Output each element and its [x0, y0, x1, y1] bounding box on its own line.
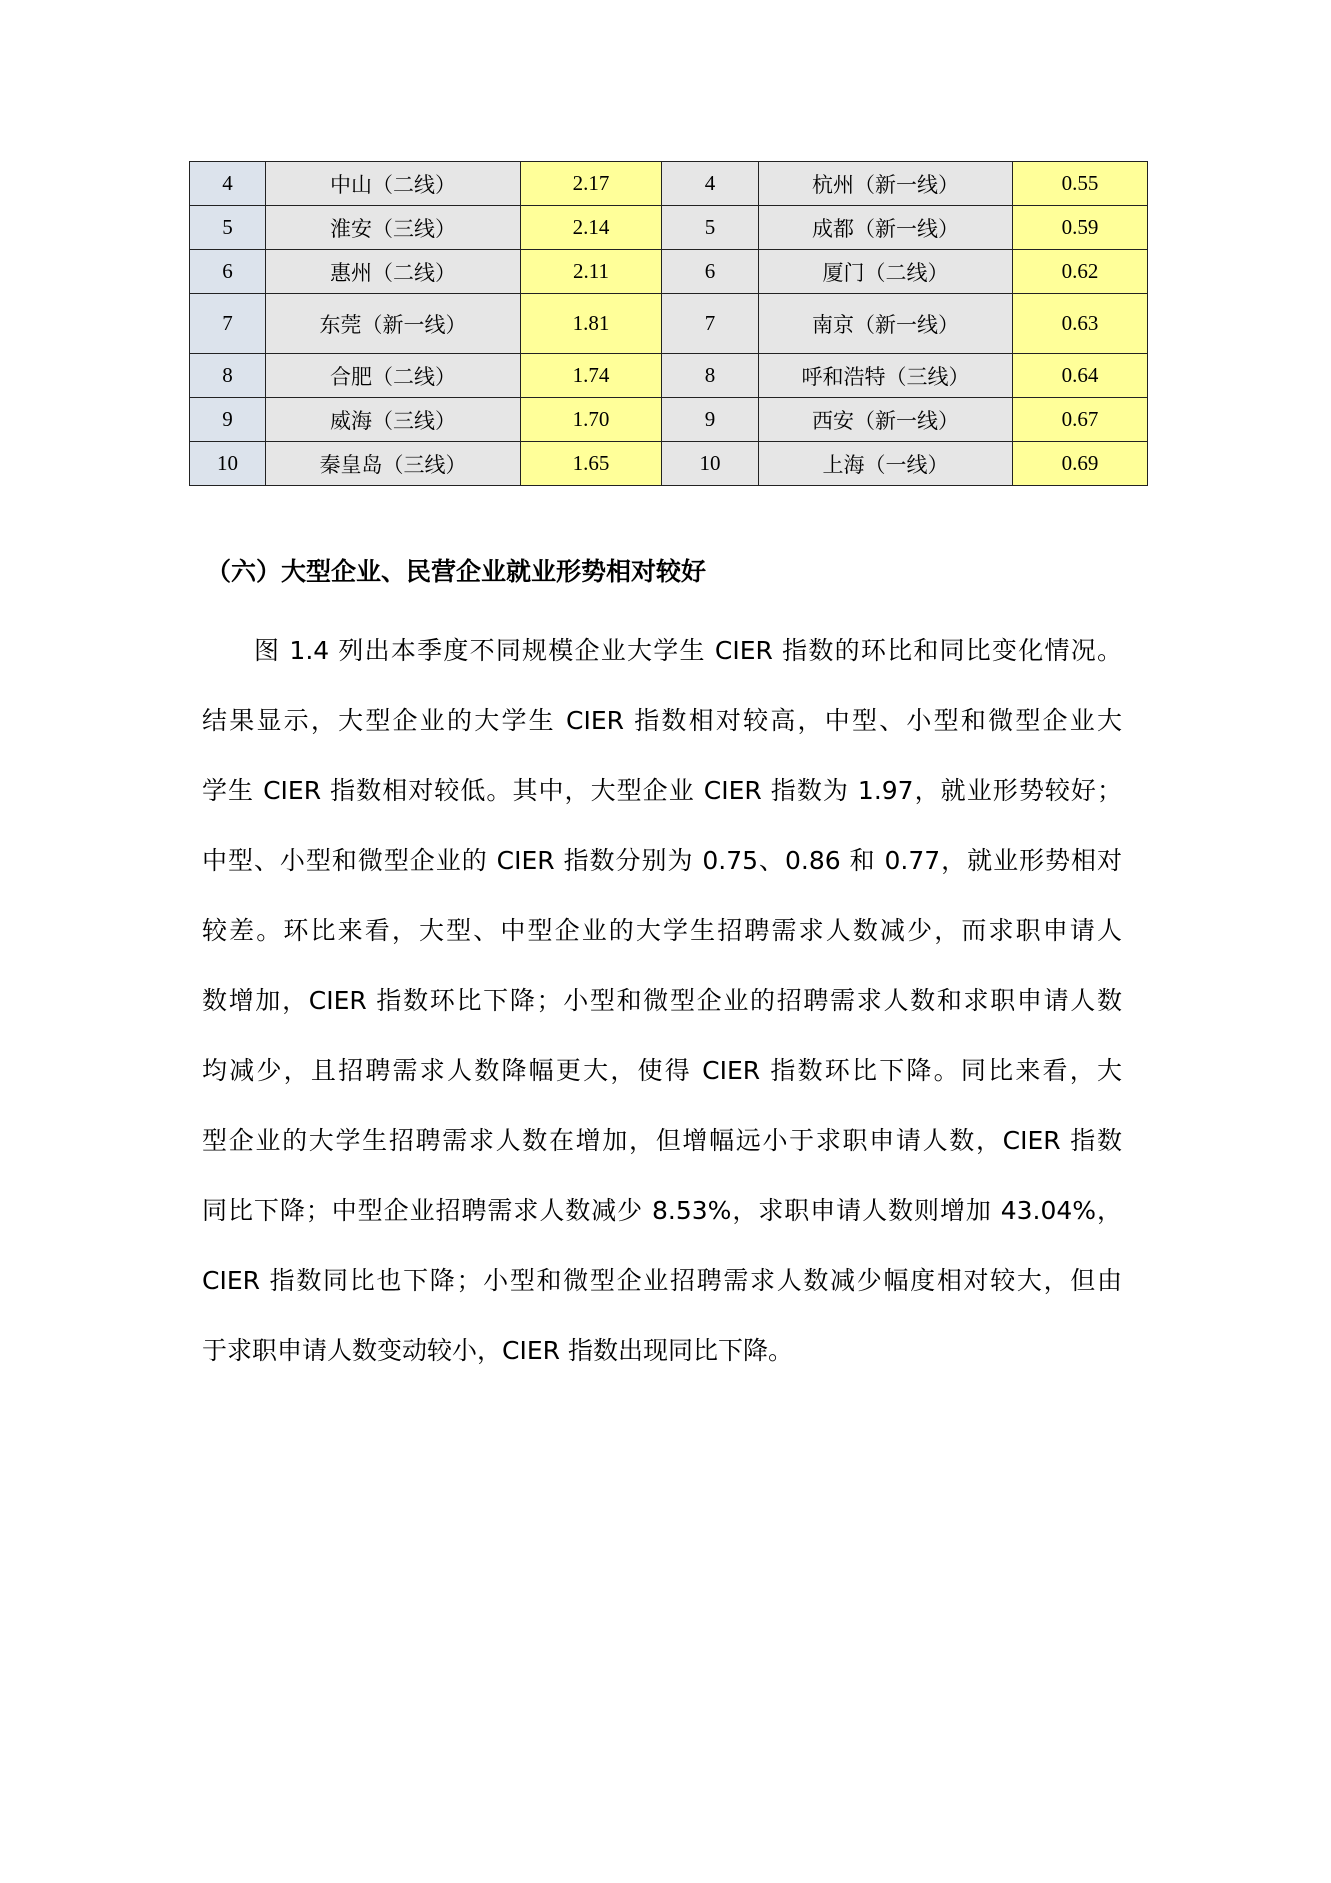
section-heading: （六）大型企业、民营企业就业形势相对较好	[206, 557, 707, 586]
city-right-cell: 呼和浩特（三线）	[759, 354, 1013, 398]
paragraph-line: 结果显示，大型企业的大学生 CIER 指数相对较高，中型、小型和微型企业大	[202, 706, 1122, 735]
city-right-cell: 南京（新一线）	[759, 294, 1013, 354]
rank-right-cell: 5	[662, 206, 759, 250]
value-left-cell: 1.74	[521, 354, 662, 398]
value-left-cell: 2.14	[521, 206, 662, 250]
rank-right-cell: 7	[662, 294, 759, 354]
table-row	[190, 354, 1148, 398]
paragraph-line: 中型、小型和微型企业的 CIER 指数分别为 0.75、0.86 和 0.77，就业形势相对	[202, 846, 1122, 875]
city-right-cell: 上海（一线）	[759, 442, 1013, 486]
value-left-cell: 2.11	[521, 250, 662, 294]
city-right-cell: 西安（新一线）	[759, 398, 1013, 442]
table-row	[190, 294, 1148, 354]
value-right-cell: 0.59	[1013, 206, 1148, 250]
city-left-cell: 淮安（三线）	[266, 206, 521, 250]
table-row	[190, 162, 1148, 206]
value-right-cell: 0.63	[1013, 294, 1148, 354]
rank-left-cell: 5	[190, 206, 266, 250]
value-right-cell: 0.62	[1013, 250, 1148, 294]
table-row	[190, 442, 1148, 486]
rank-left-cell: 4	[190, 162, 266, 206]
city-left-cell: 中山（二线）	[266, 162, 521, 206]
city-right-cell: 成都（新一线）	[759, 206, 1013, 250]
rank-left-cell: 9	[190, 398, 266, 442]
paragraph-line: 型企业的大学生招聘需求人数在增加，但增幅远小于求职申请人数，CIER 指数	[202, 1126, 1122, 1155]
city-left-cell: 秦皇岛（三线）	[266, 442, 521, 486]
rank-right-cell: 10	[662, 442, 759, 486]
city-left-cell: 东莞（新一线）	[266, 294, 521, 354]
rank-right-cell: 6	[662, 250, 759, 294]
body-paragraph	[202, 616, 1122, 1386]
rank-left-cell: 7	[190, 294, 266, 354]
table-row	[190, 250, 1148, 294]
paragraph-line: 数增加，CIER 指数环比下降；小型和微型企业的招聘需求人数和求职申请人数	[202, 986, 1122, 1015]
city-right-cell: 杭州（新一线）	[759, 162, 1013, 206]
value-right-cell: 0.55	[1013, 162, 1148, 206]
city-ranking-table	[189, 161, 1148, 486]
rank-right-cell: 8	[662, 354, 759, 398]
value-left-cell: 2.17	[521, 162, 662, 206]
value-right-cell: 0.67	[1013, 398, 1148, 442]
rank-left-cell: 6	[190, 250, 266, 294]
rank-left-cell: 10	[190, 442, 266, 486]
value-left-cell: 1.65	[521, 442, 662, 486]
rank-right-cell: 4	[662, 162, 759, 206]
paragraph-line: 学生 CIER 指数相对较低。其中，大型企业 CIER 指数为 1.97，就业形势较好；	[202, 776, 1122, 805]
value-left-cell: 1.70	[521, 398, 662, 442]
rank-left-cell: 8	[190, 354, 266, 398]
table-row	[190, 206, 1148, 250]
city-left-cell: 合肥（二线）	[266, 354, 521, 398]
value-left-cell: 1.81	[521, 294, 662, 354]
rank-right-cell: 9	[662, 398, 759, 442]
city-right-cell: 厦门（二线）	[759, 250, 1013, 294]
city-left-cell: 惠州（二线）	[266, 250, 521, 294]
paragraph-line: CIER 指数同比也下降；小型和微型企业招聘需求人数减少幅度相对较大，但由	[202, 1266, 1122, 1295]
paragraph-line: 均减少，且招聘需求人数降幅更大，使得 CIER 指数环比下降。同比来看，大	[202, 1056, 1122, 1085]
paragraph-line: 于求职申请人数变动较小，CIER 指数出现同比下降。	[202, 1336, 793, 1365]
value-right-cell: 0.69	[1013, 442, 1148, 486]
paragraph-line: 同比下降；中型企业招聘需求人数减少 8.53%，求职申请人数则增加 43.04%，	[202, 1196, 1122, 1225]
paragraph-line: 图 1.4 列出本季度不同规模企业大学生 CIER 指数的环比和同比变化情况。	[254, 636, 1122, 665]
value-right-cell: 0.64	[1013, 354, 1148, 398]
paragraph-line: 较差。环比来看，大型、中型企业的大学生招聘需求人数减少，而求职申请人	[202, 916, 1122, 945]
city-left-cell: 威海（三线）	[266, 398, 521, 442]
table-row	[190, 398, 1148, 442]
